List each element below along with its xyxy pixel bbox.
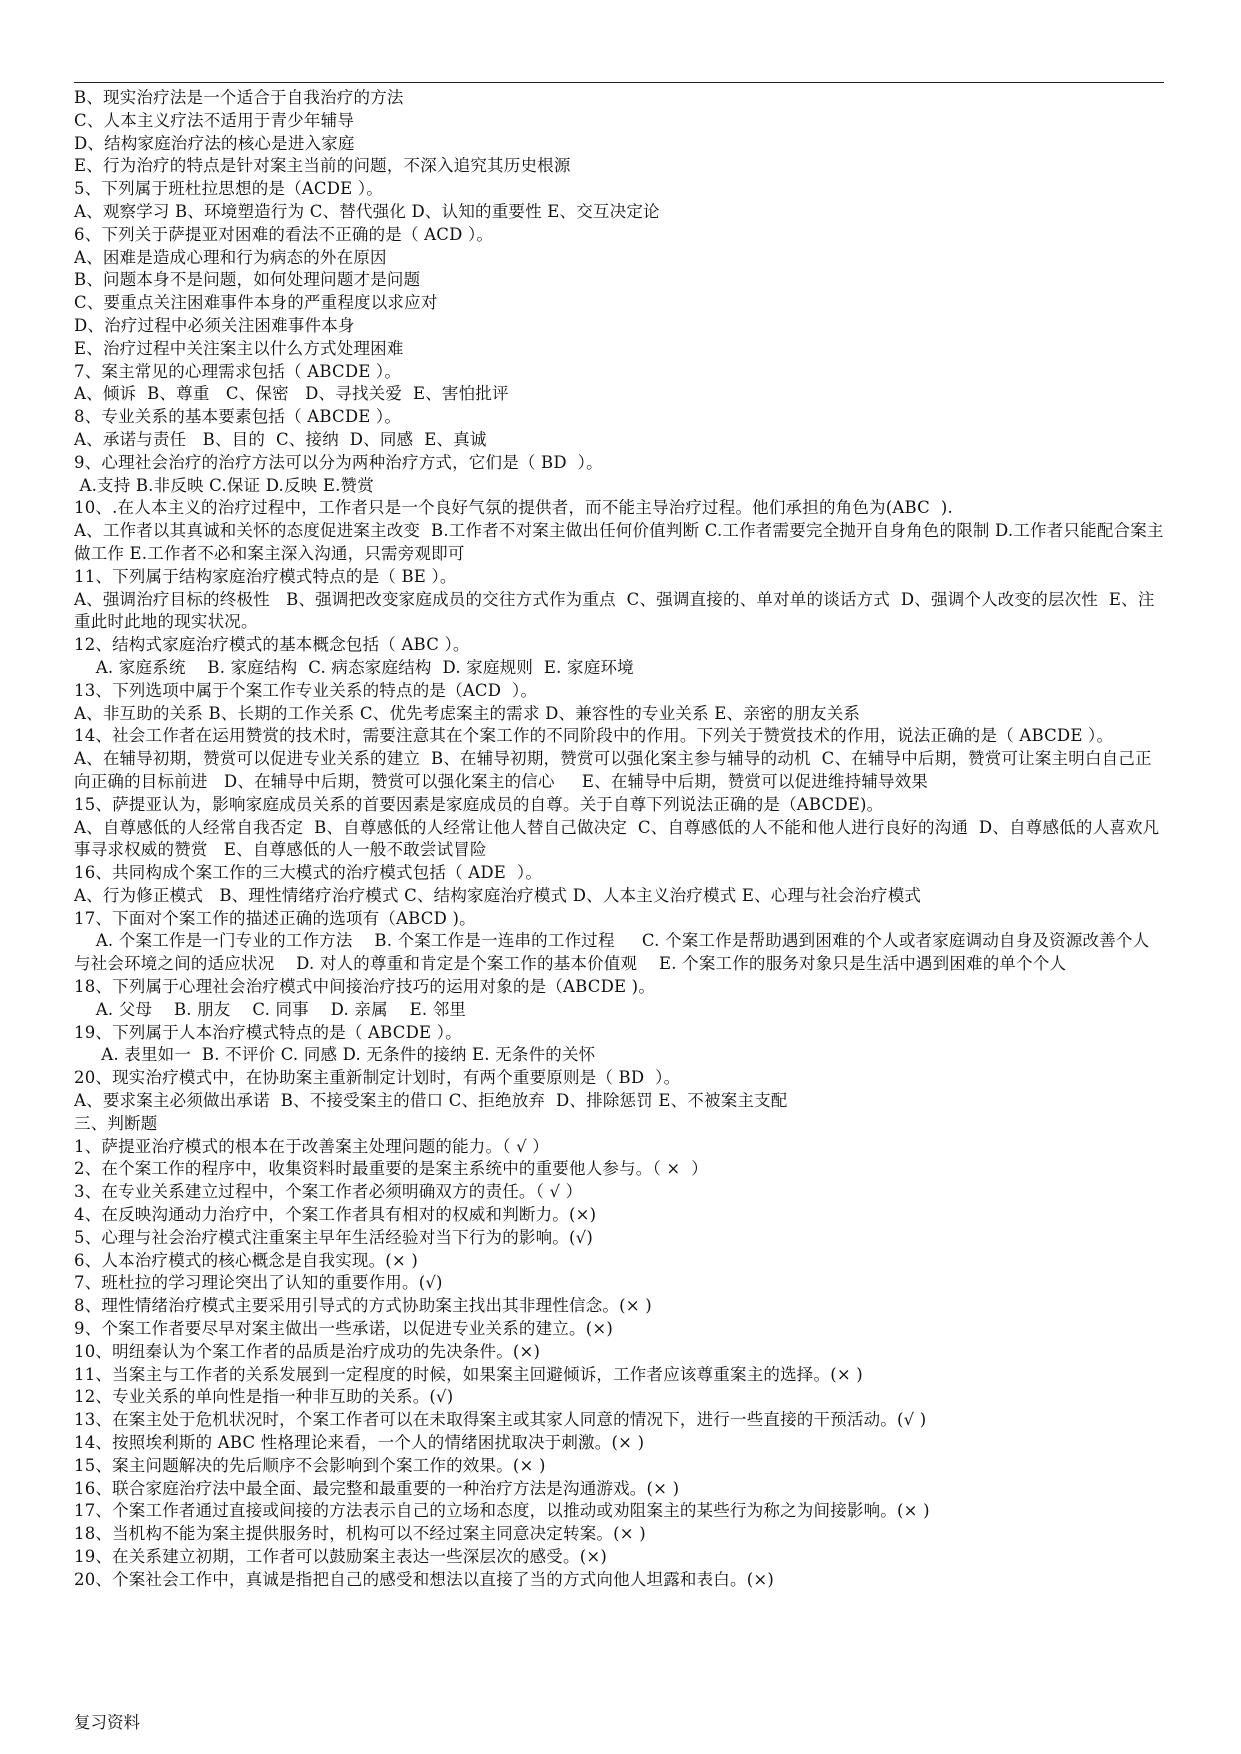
text-line: 15、萨提亚认为，影响家庭成员关系的首要因素是家庭成员的自尊。关于自尊下列说法正确的是（ABCDE)。 [74, 794, 884, 814]
text-line: E、治疗过程中关注案主以什么方式处理困难 [74, 338, 404, 358]
text-line: 10、.在人本主义的治疗过程中，工作者只是一个良好气氛的提供者，而不能主导治疗过程。他们承担的角色为(ABC ). [74, 498, 953, 518]
text-line: 5、心理与社会治疗模式注重案主早年生活经验对当下行为的影响。(√) [74, 1227, 593, 1247]
text-line: C、人本主义疗法不适用于青少年辅导 [74, 110, 355, 130]
text-line: 20、个案社会工作中，真诚是指把自己的感受和想法以直接了当的方式向他人坦露和表白。(×) [74, 1569, 774, 1589]
text-line: C、要重点关注困难事件本身的严重程度以求应对 [74, 293, 438, 313]
text-line: B、问题本身不是问题，如何处理问题才是问题 [74, 270, 421, 290]
text-line: 7、班杜拉的学习理论突出了认知的重要作用。(√) [74, 1273, 443, 1293]
text-line: 10、明纽秦认为个案工作者的品质是治疗成功的先决条件。(×) [74, 1341, 541, 1361]
text-line: 18、下列属于心理社会治疗模式中间接治疗技巧的运用对象的是（ABCDE )。 [74, 977, 656, 997]
text-line: A、困难是造成心理和行为病态的外在原因 [74, 247, 387, 267]
text-line: 19、在关系建立初期，工作者可以鼓励案主表达一些深层次的感受。(×) [74, 1547, 607, 1566]
text-line: 18、当机构不能为案主提供服务时，机构可以不经过案主同意决定转案。(× ) [74, 1524, 646, 1544]
text-line: 7、案主常见的心理需求包括（ ABCDE ）。 [74, 361, 402, 381]
text-line: 11、当案主与工作者的关系发展到一定程度的时候，如果案主回避倾诉，工作者应该尊重案主的选择。(× ) [74, 1364, 863, 1384]
text-line: A、强调治疗目标的终极性 B、强调把改变家庭成员的交往方式作为重点 C、强调直接的、单对单的谈话方式 D、强调个人改变的层次性 E、注重此时此地的现实状况。 [74, 589, 1155, 632]
text-line: A、行为修正模式 B、理性情绪疗治疗模式 C、结构家庭治疗模式 D、人本主义治疗模式 E、心理与社会治疗模式 [74, 885, 922, 905]
text-line: A、非互助的关系 B、长期的工作关系 C、优先考虑案主的需求 D、兼容性的专业关系 E、亲密的朋友关系 [74, 703, 861, 723]
text-line: 13、在案主处于危机状况时，个案工作者可以在未取得案主或其家人同意的情况下，进行一些直接的干预活动。(√ ) [74, 1410, 927, 1430]
text-line: 9、心理社会治疗的治疗方法可以分为两种治疗方式，它们是（ BD ）。 [74, 452, 603, 472]
text-line: 17、个案工作者通过直接或间接的方法表示自己的立场和态度，以推动或劝阻案主的某些行为称之为间接影响。(× ) [74, 1501, 930, 1521]
text-line: 8、理性情绪治疗模式主要采用引导式的方式协助案主找出其非理性信念。(× ) [74, 1296, 652, 1316]
text-line: B、现实治疗法是一个适合于自我治疗的方法 [74, 88, 404, 107]
text-line: 6、人本治疗模式的核心概念是自我实现。(× ) [74, 1250, 419, 1270]
text-line: 20、现实治疗模式中，在协助案主重新制定计划时，有两个重要原则是（ BD ）。 [74, 1068, 681, 1088]
text-line: A、要求案主必须做出承诺 B、不接受案主的借口 C、拒绝放弃 D、排除惩罚 E、不被案主支配 [74, 1091, 788, 1111]
text-line: A.支持 B.非反映 C.保证 D.反映 E.赞赏 [74, 475, 374, 495]
text-line: 15、案主问题解决的先后顺序不会影响到个案工作的效果。(× ) [74, 1455, 546, 1475]
text-line: 4、在反映沟通动力治疗中，个案工作者具有相对的权威和判断力。(×) [74, 1205, 597, 1225]
text-line: 16、联合家庭治疗法中最全面、最完整和最重要的一种治疗方法是沟通游戏。(× ) [74, 1478, 680, 1498]
header-rule [74, 82, 1164, 83]
text-line: A. 父母 B. 朋友 C. 同事 D. 亲属 E. 邻里 [74, 999, 467, 1019]
text-line: 8、专业关系的基本要素包括（ ABCDE ）。 [74, 407, 402, 427]
text-line: 12、专业关系的单向性是指一种非互助的关系。(√) [74, 1387, 454, 1407]
text-line: D、治疗过程中必须关注困难事件本身 [74, 315, 355, 335]
text-line: D、结构家庭治疗法的核心是进入家庭 [74, 133, 355, 153]
text-line: A. 家庭系统 B. 家庭结构 C. 病态家庭结构 D. 家庭规则 E. 家庭环境 [74, 657, 634, 677]
text-line: A、倾诉 B、尊重 C、保密 D、寻找关爱 E、害怕批评 [74, 384, 509, 404]
text-line: 5、下列属于班杜拉思想的是（ACDE ）。 [74, 179, 384, 199]
text-line: 1、萨提亚治疗模式的根本在于改善案主处理问题的能力。（ √ ） [74, 1136, 549, 1156]
text-line: 6、下列关于萨提亚对困难的看法不正确的是（ ACD ）。 [74, 224, 494, 244]
text-line: 14、社会工作者在运用赞赏的技术时，需要注意其在个案工作的不同阶段中的作用。下列关于赞赏技术的作用，说法正确的是（ ABCDE ）。 [74, 726, 1114, 746]
text-line: 9、个案工作者要尽早对案主做出一些承诺，以促进专业关系的建立。(×) [74, 1319, 613, 1339]
text-line: A、自尊感低的人经常自我否定 B、自尊感低的人经常让他人替自己做决定 C、自尊感低的人不能和他人进行良好的沟通 D、自尊感低的人喜欢凡事寻求权威的赞赏 E、自尊感低的人一般不敢尝试冒险 [74, 817, 1160, 860]
text-line: 3、在专业关系建立过程中，个案工作者必须明确双方的责任。（ √ ） [74, 1182, 583, 1202]
text-line: 12、结构式家庭治疗模式的基本概念包括（ ABC ）。 [74, 635, 470, 655]
text-line: A、承诺与责任 B、目的 C、接纳 D、同感 E、真诚 [74, 429, 487, 449]
text-line: A、观察学习 B、环境塑造行为 C、替代强化 D、认知的重要性 E、交互决定论 [74, 201, 660, 221]
text-line: A. 个案工作是一门专业的工作方法 B. 个案工作是一连串的工作过程 C. 个案工作是帮助遇到困难的个人或者家庭调动自身及资源改善个人与社会环境之间的适应状况 D. 对人的尊重和肯定是个案工作的基本价值观 E. 个案工作的服务对象只是生活中遇到困难的单个个人 [74, 931, 1150, 974]
text-line: 13、下列选项中属于个案工作专业关系的特点的是（ACD ）。 [74, 680, 538, 700]
text-line: 三、判断题 [74, 1113, 158, 1133]
text-line: 19、下列属于人本治疗模式特点的是（ ABCDE ）。 [74, 1022, 462, 1042]
footer-text: 复习资料 [74, 1713, 140, 1732]
text-line: 11、下列属于结构家庭治疗模式特点的是（ BE ）。 [74, 566, 457, 586]
text-line: A、工作者以其真诚和关怀的态度促进案主改变 B.工作者不对案主做出任何价值判断 C.工作者需要完全抛开自身角色的限制 D.工作者只能配合案主做工作 E.工作者不必和案主深入沟通，只需旁观即可 [74, 521, 1164, 563]
text-line: 2、在个案工作的程序中，收集资料时最重要的是案主系统中的重要他人参与。（ × ） [74, 1159, 709, 1179]
text-line: A、在辅导初期，赞赏可以促进专业关系的建立 B、在辅导初期，赞赏可以强化案主参与辅导的动机 C、在辅导中后期，赞赏可让案主明白自己正向正确的目标前进 D、在辅导中后期，赞赏可以强化案主的信心 E、在辅导中后期，赞赏可以促进维持辅导效果 [74, 749, 1152, 791]
document-body [74, 87, 1164, 1592]
text-line: A. 表里如一 B. 不评价 C. 同感 D. 无条件的接纳 E. 无条件的关怀 [74, 1045, 596, 1065]
text-line: 14、按照埃利斯的 ABC 性格理论来看，一个人的情绪困扰取决于刺激。(× ) [74, 1433, 645, 1453]
text-line: 16、共同构成个案工作的三大模式的治疗模式包括（ ADE ）。 [74, 863, 543, 883]
text-line: E、行为治疗的特点是针对案主当前的问题，不深入追究其历史根源 [74, 156, 571, 176]
text-line: 17、下面对个案工作的描述正确的选项有（ABCD )。 [74, 908, 476, 928]
